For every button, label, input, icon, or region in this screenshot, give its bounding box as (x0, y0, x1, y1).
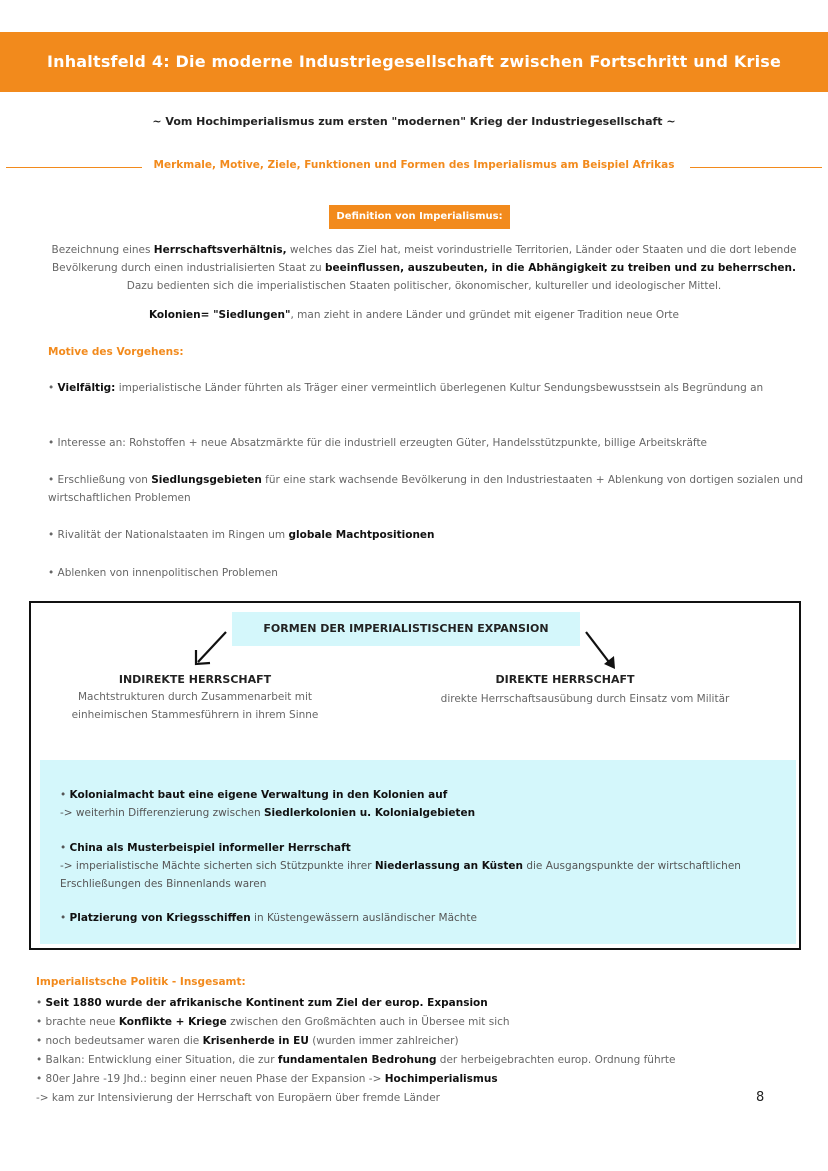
forms-item: • Platzierung von Kriegsschiffen in Küstengewässern ausländischer Mächte (60, 912, 478, 924)
page-title: Inhaltsfeld 4: Die moderne Industriegesellschaft zwischen Fortschritt und Krise (46, 52, 782, 71)
section-heading: Merkmale, Motive, Ziele, Funktionen und Formen des Imperialismus am Beispiel Afrikas (153, 159, 675, 171)
page-number: 8 (756, 1090, 765, 1105)
indirect-rule-text: Machtstrukturen durch Zusammenarbeit mit einheimischen Stammesführern in ihrem Sinne (71, 691, 319, 721)
definition-label: Definition von Imperialismus: (329, 205, 510, 229)
indirect-rule-heading: INDIREKTE HERRSCHAFT (118, 673, 272, 686)
motive-item: • Vielfältig: imperialistische Länder führten als Träger einer vermeintlich überlegenen Kultur Sendungsbewusstsein als Begründung an (48, 382, 764, 394)
motive-item: • Ablenken von innenpolitischen Problemen (48, 567, 278, 579)
summary-heading: Imperialistsche Politik - Insgesamt: (36, 976, 246, 988)
summary-item: • Balkan: Entwicklung einer Situation, die zur fundamentalen Bedrohung der herbeigebrachten europ. Ordnung führte (36, 1054, 676, 1066)
forms-item: • Kolonialmacht baut eine eigene Verwaltung in den Kolonien auf -> weiterhin Differenzierung zwischen Siedlerkolonien u. Kolonialgebieten (60, 789, 476, 819)
motive-item: • Interesse an: Rohstoffen + neue Absatzmärkte für die industriell erzeugten Güter, Handelsstützpunkte, billige Arbeitskräfte (48, 437, 708, 449)
arrow-down-right-icon (582, 628, 622, 672)
forms-item: • China als Musterbeispiel informeller Herrschaft -> imperialistische Mächte sicherten sich Stützpunkte ihrer Niederlassung an Küsten die Ausgangspunkte der wirtschaftlichen Erschließungen des Binnenlands waren (60, 842, 741, 890)
motive-item: • Erschließung von Siedlungsgebieten für eine stark wachsende Bevölkerung in den Industriestaaten + Ablenkung von dortigen sozialen und wirtschaftlichen Problemen (48, 474, 804, 504)
direct-rule-text: direkte Herrschaftsausübung durch Einsatz vom Militär (440, 693, 730, 705)
summary-item: • brachte neue Konflikte + Kriege zwischen den Großmächten auch in Übersee mit sich (36, 1016, 510, 1028)
summary-item: • 80er Jahre -19 Jhd.: beginn einer neuen Phase der Expansion -> Hochimperialismus (36, 1073, 498, 1085)
motive-item: • Rivalität der Nationalstaaten im Ringen um globale Machtpositionen (48, 529, 435, 541)
subtitle: ~ Vom Hochimperialismus zum ersten "modernen" Krieg der Industriegesellschaft ~ (152, 115, 676, 128)
forms-title: FORMEN DER IMPERIALISTISCHEN EXPANSION (232, 612, 580, 646)
colonies-definition: Kolonien= "Siedlungen", man zieht in andere Länder und gründet mit eigener Tradition neue Orte (148, 309, 679, 321)
summary-item: • noch bedeutsamer waren die Krisenherde in EU (wurden immer zahlreicher) (36, 1035, 459, 1047)
direct-rule-heading: DIREKTE HERRSCHAFT (495, 673, 635, 686)
summary-item: -> kam zur Intensivierung der Herrschaft von Europäern über fremde Länder (36, 1092, 440, 1104)
definition-text: Bezeichnung eines Herrschaftsverhältnis, welches das Ziel hat, meist vorindustrielle Territorien, Länder oder Staaten und die dort lebende Bevölkerung durch einen industrialisierten Staat zu beeinflussen, auszubeuten, in die Abhängigkeit zu treiben und zu beherrschen. Dazu bedienten sich die imperialistischen Staaten politischer, ökonomischer, kultureller und ideologischer Mittel. (51, 244, 797, 292)
motives-heading: Motive des Vorgehens: (48, 346, 184, 358)
arrow-down-left-icon (190, 628, 230, 668)
summary-item: • Seit 1880 wurde der afrikanische Kontinent zum Ziel der europ. Expansion (36, 997, 488, 1009)
